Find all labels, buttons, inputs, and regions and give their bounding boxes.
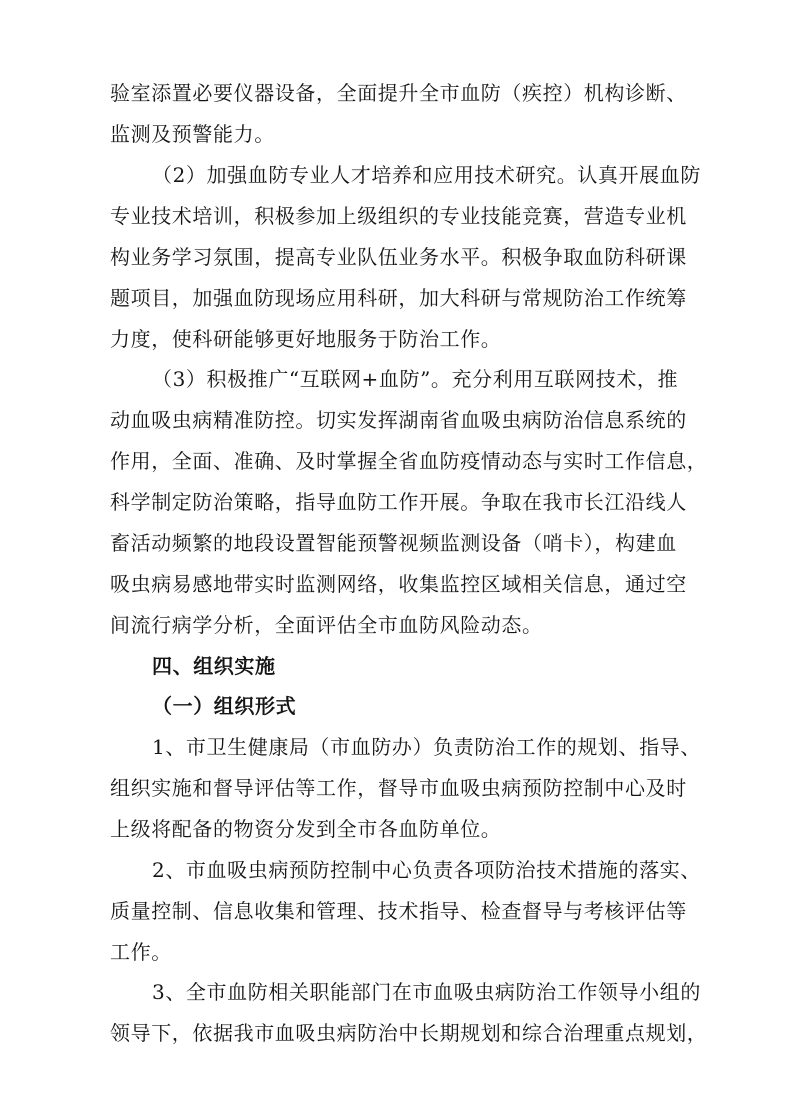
text-line: 上级将配备的物资分发到全市各血防单位。 bbox=[110, 817, 502, 841]
text-line: 科学制定防治策略，指导血防工作开展。争取在我市长江沿线人 bbox=[110, 490, 687, 514]
text-line: 作用，全面、准确、及时掌握全省血防疫情动态与实时工作信息， bbox=[110, 449, 708, 473]
text-line: （3）积极推广“互联网+血防”。充分利用互联网技术，推 bbox=[152, 367, 679, 391]
text-line: 领导下，依据我市血吸虫病防治中长期规划和综合治理重点规划， bbox=[110, 1021, 708, 1045]
text-line: 2、市血吸虫病预防控制中心负责各项防治技术措施的落实、 bbox=[152, 858, 701, 882]
text-line: 组织实施和督导评估等工作，督导市血吸虫病预防控制中心及时 bbox=[110, 776, 687, 800]
text-line: 吸虫病易感地带实时监测网络，收集监控区域相关信息，通过空 bbox=[110, 572, 687, 596]
text-line: 1、市卫生健康局（市血防办）负责防治工作的规划、指导、 bbox=[152, 735, 701, 759]
text-line: 验室添置必要仪器设备，全面提升全市血防（疾控）机构诊断、 bbox=[110, 81, 687, 105]
text-line: 畜活动频繁的地段设置智能预警视频监测设备（哨卡），构建血 bbox=[110, 531, 677, 555]
text-line: 工作。 bbox=[110, 940, 172, 964]
section-heading: 四、组织实施 bbox=[152, 654, 276, 678]
text-line: （2）加强血防专业人才培养和应用技术研究。认真开展血防 bbox=[152, 163, 701, 187]
subsection-heading: （一）组织形式 bbox=[152, 694, 297, 718]
text-line: 题项目，加强血防现场应用科研，加大科研与常规防治工作统筹 bbox=[110, 286, 687, 310]
text-line: 专业技术培训，积极参加上级组织的专业技能竞赛，营造专业机 bbox=[110, 204, 687, 228]
text-line: 力度，使科研能够更好地服务于防治工作。 bbox=[110, 327, 502, 351]
text-line: 3、全市血防相关职能部门在市血吸虫病防治工作领导小组的 bbox=[152, 980, 701, 1004]
text-line: 构业务学习氛围，提高专业队伍业务水平。积极争取血防科研课 bbox=[110, 245, 687, 269]
text-line: 动血吸虫病精准防控。切实发挥湖南省血吸虫病防治信息系统的 bbox=[110, 408, 687, 432]
text-line: 间流行病学分析，全面评估全市血防风险动态。 bbox=[110, 613, 543, 637]
text-line: 质量控制、信息收集和管理、技术指导、检查督导与考核评估等 bbox=[110, 899, 687, 923]
text-line: 监测及预警能力。 bbox=[110, 122, 275, 146]
